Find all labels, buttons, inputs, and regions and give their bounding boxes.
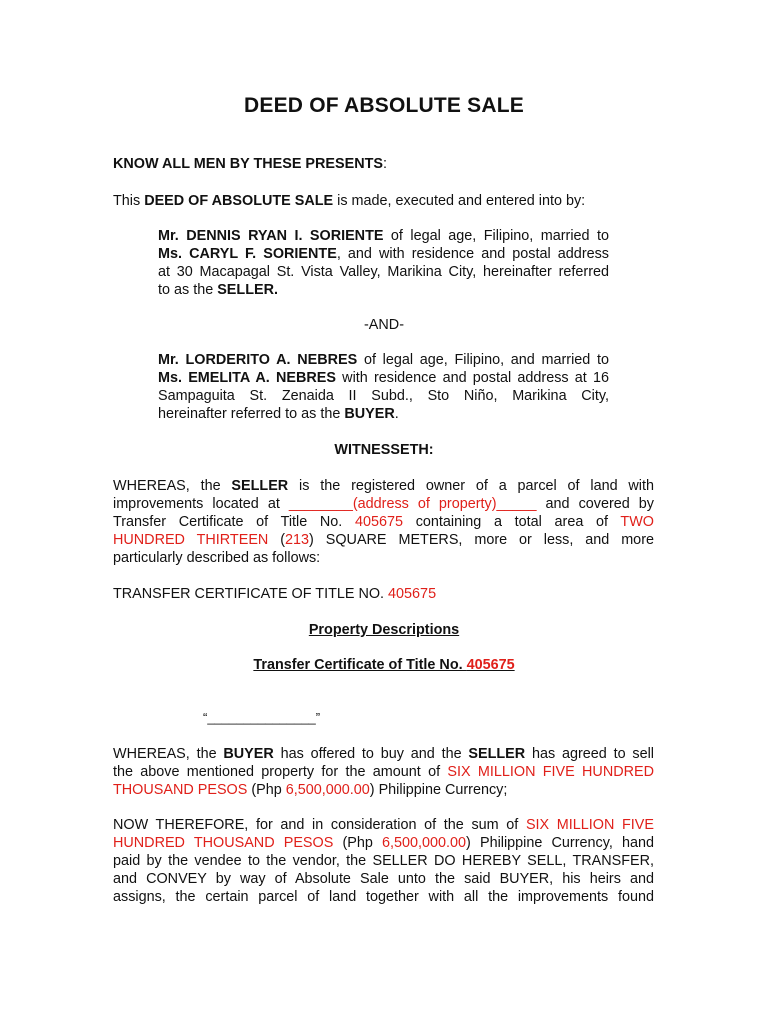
area-number: 213	[285, 532, 310, 548]
now-l1-a: NOW THEREFORE, for and in consideration of the sum of	[113, 817, 526, 833]
intro-text-a: This	[113, 193, 145, 209]
blank-description-placeholder: “_______________”	[203, 710, 321, 725]
w1l3-a: Transfer Certificate of Title No.	[113, 514, 355, 530]
buyer-name-2: Ms. EMELITA A. NEBRES	[158, 370, 336, 386]
now-l2-b: ) Philippine Currency, hand	[466, 835, 654, 851]
whereas2-line-2	[113, 763, 654, 781]
tct-label: TRANSFER CERTIFICATE OF TITLE NO.	[113, 586, 389, 602]
property-descriptions-heading: Property Descriptions	[308, 622, 460, 638]
seller-line-1	[158, 227, 609, 245]
know-all-text: KNOW ALL MEN BY THESE PRESENTS	[113, 156, 383, 172]
property-address-placeholder: ________(address of property)_____	[288, 496, 537, 512]
buyer-line-1	[158, 351, 609, 369]
buyer-text-2: with residence and postal address at 16	[335, 370, 609, 386]
whereas1-line-1	[113, 477, 654, 495]
buyer-line-4	[158, 405, 399, 423]
tct-heading	[0, 656, 768, 674]
buyer-text-1: of legal age, Filipino, and married to	[357, 352, 609, 368]
w1l2-b: and covered by	[536, 496, 654, 512]
w1l1-c: is the registered owner of a parcel of land with	[288, 478, 654, 494]
buyer-role: BUYER	[344, 406, 395, 422]
buyer-line-3: Sampaguita St. Zenaida II Subd., Sto Niño, Marikina City,	[158, 388, 609, 404]
buyer-line-2	[158, 369, 609, 387]
seller-line-2	[158, 245, 609, 263]
know-all-colon: :	[383, 156, 387, 172]
w2l1-buyer: BUYER	[223, 746, 274, 762]
now-line-5: assigns, the certain parcel of land together with all the improvements found	[113, 889, 654, 905]
tct-line	[113, 585, 436, 603]
area-words-1: TWO	[620, 514, 654, 530]
tct-heading-number: 405675	[466, 657, 515, 673]
tct-heading-label: Transfer Certificate of Title No.	[253, 657, 467, 673]
consideration-number: 6,500,000.00	[382, 835, 467, 851]
seller-name-1: Mr. DENNIS RYAN I. SORIENTE	[158, 228, 384, 244]
w2l1-seller: SELLER	[468, 746, 526, 762]
whereas1-line-2	[113, 495, 654, 513]
buyer-line-4-end: .	[394, 406, 399, 422]
seller-line-3: at 30 Macapagal St. Vista Valley, Marikina City, hereinafter referred	[158, 264, 609, 280]
seller-role: SELLER.	[217, 282, 278, 298]
amount-words-1: SIX MILLION FIVE HUNDRED	[447, 764, 654, 780]
whereas1-line-4	[113, 531, 654, 549]
now-l2-a: (Php	[333, 835, 383, 851]
intro-text-b: is made, executed and entered into by:	[333, 193, 586, 209]
area-words-2: HUNDRED THIRTEEN	[113, 532, 269, 548]
w1l1-a: WHEREAS, the	[113, 478, 232, 494]
w1l1-seller: SELLER	[231, 478, 289, 494]
intro-line	[113, 192, 585, 210]
w1l4-b: ) SQUARE METERS, more or less, and more	[309, 532, 654, 548]
know-all-line	[113, 155, 387, 173]
seller-name-2: Ms. CARYL F. SORIENTE	[158, 246, 337, 262]
tct-number: 405675	[388, 586, 437, 602]
seller-line-4	[158, 281, 278, 299]
seller-text-1: of legal age, Filipino, married to	[383, 228, 609, 244]
now-line-1	[113, 816, 654, 834]
amount-words-2: THOUSAND PESOS	[113, 782, 248, 798]
whereas2-line-3	[113, 781, 507, 799]
document-title: DEED OF ABSOLUTE SALE	[244, 94, 524, 117]
now-line-3: paid by the vendee to the vendor, the SELLER DO HEREBY SELL, TRANSFER,	[113, 853, 654, 869]
w2l3-b: ) Philippine Currency;	[369, 782, 508, 798]
and-separator: -AND-	[364, 317, 404, 333]
w2l2-a: the above mentioned property for the amount of	[113, 764, 448, 780]
now-line-4: and CONVEY by way of Absolute Sale unto the said BUYER, his heirs and	[113, 871, 654, 887]
whereas1-line-3	[113, 513, 654, 531]
now-line-2	[113, 834, 654, 852]
seller-text-2: , and with residence and postal address	[336, 246, 609, 262]
w1l2-a: improvements located at	[113, 496, 289, 512]
w2l1-c: has offered to buy and the	[273, 746, 469, 762]
buyer-name-1: Mr. LORDERITO A. NEBRES	[158, 352, 358, 368]
intro-deed-bold: DEED OF ABSOLUTE SALE	[144, 193, 334, 209]
w2l1-e: has agreed to sell	[525, 746, 655, 762]
w2l3-a: (Php	[247, 782, 286, 798]
w1l3-b: containing a total area of	[403, 514, 621, 530]
whereas1-line-5: particularly described as follows:	[113, 550, 321, 566]
witnesseth-heading: WITNESSETH:	[334, 442, 434, 458]
tct-number-inline: 405675	[354, 514, 404, 530]
seller-line-4-text: to as the	[158, 282, 218, 298]
consideration-words-1: SIX MILLION FIVE	[525, 817, 654, 833]
whereas2-line-1	[113, 745, 654, 763]
w1l4-a: (	[268, 532, 286, 548]
consideration-words-2: HUNDRED THOUSAND PESOS	[113, 835, 334, 851]
buyer-line-4-text: hereinafter referred to as the	[158, 406, 345, 422]
w2l1-a: WHEREAS, the	[113, 746, 224, 762]
amount-number: 6,500,000.00	[285, 782, 370, 798]
